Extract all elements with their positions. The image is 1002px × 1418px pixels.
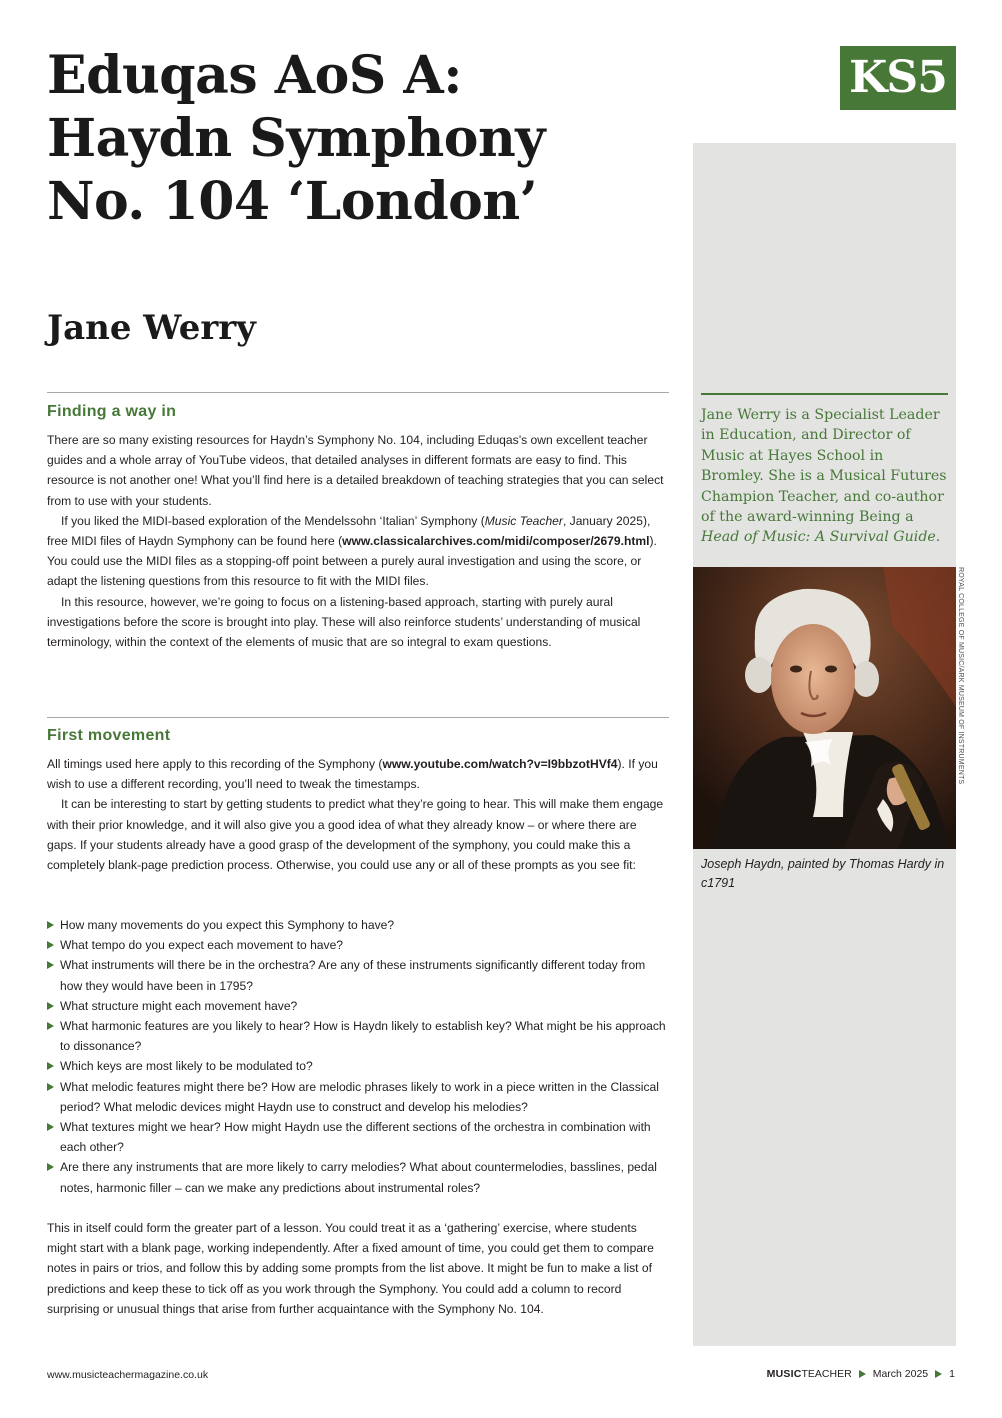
brand-bold: MUSIC [766, 1368, 802, 1380]
list-item [47, 935, 669, 955]
paragraph [47, 754, 669, 794]
bio-book-title: Head of Music: A Survival Guide [701, 529, 936, 546]
bullet-arrow-icon [47, 961, 54, 969]
title-line-1: Eduqas AoS A: [47, 45, 462, 106]
bullet-arrow-icon [47, 1022, 54, 1030]
list-item [47, 1117, 669, 1157]
list-item-text: What harmonic features are you likely to hear? How is Haydn likely to establish key? What might be his approach to dissonance? [60, 1019, 666, 1054]
portrait-painting-icon [693, 567, 956, 849]
list-item-text: What melodic features might there be? How are melodic phrases likely to work in a piece written in the Classical period? What melodic devices might Haydn use to construct and develop his melodies? [60, 1079, 659, 1114]
page-number: 1 [949, 1368, 955, 1380]
midi-files-link[interactable]: www.classicalarchives.com/midi/composer/2679.html [342, 534, 650, 549]
list-item-text: What structure might each movement have? [60, 998, 298, 1013]
bullet-arrow-icon [47, 1123, 54, 1131]
paragraph: There are so many existing resources for Haydn’s Symphony No. 104, including Eduqas’s own excellent teacher guides and a whole array of YouTube videos, that detailed analyses in different formats are easy to find. This resource is not another one! What you’ll find here is a detailed breakdown of teaching strategies that you can select from to use with your students. [47, 433, 664, 508]
bio-end: . [935, 529, 941, 546]
image-credit: ROYAL COLLEGE OF MUSIC/ARK MUSEUM OF INSTRUMENTS [957, 567, 964, 785]
list-item-text: What tempo do you expect each movement to have? [60, 938, 344, 953]
bullet-arrow-icon [47, 1062, 54, 1070]
paragraph: It can be interesting to start by getting students to predict what they’re going to hear. This will make them engage with their prior knowledge, and it will also give you a good idea of what they already know – or where there are gaps. If your students already have a good grasp of the development of the symphony, you could make this a completely blank-page prediction process. Otherwise, you could use any or all of these prompts as you see fit: [47, 797, 664, 873]
text-run: , January 2025), free MIDI files of Haydn Symphony can be found here ( [47, 513, 651, 549]
magazine-title: Music Teacher [484, 513, 563, 528]
list-item [47, 955, 669, 995]
author-name: Jane Werry [47, 308, 256, 348]
section-heading-finding-a-way-in: Finding a way in [47, 403, 177, 420]
prompt-list-block [47, 915, 669, 1198]
text-run: All timings used here apply to this recording of the Symphony ( [47, 757, 383, 771]
text-run: If you liked the MIDI-based exploration of the Mendelssohn ‘Italian’ Symphony ( [61, 513, 485, 528]
bullet-arrow-icon [47, 941, 54, 949]
list-item [47, 1157, 669, 1197]
list-item [47, 1056, 669, 1076]
youtube-recording-link[interactable]: www.youtube.com/watch?v=I9bbzotHVf4 [382, 757, 618, 771]
footer-website-link[interactable]: www.musicteachermagazine.co.uk [47, 1369, 209, 1381]
section-divider [47, 392, 669, 393]
list-item-text: What instruments will there be in the orchestra? Are any of these instruments significantly different today from how they would have been in 1795? [60, 958, 646, 993]
section-heading-first-movement: First movement [47, 727, 171, 744]
author-bio [701, 393, 948, 548]
bio-text: Jane Werry is a Specialist Leader in Education, and Director of Music at Hayes School in Bromley. She is a Musical Futures Champion Teacher, and co-author of the award-winning Being a [701, 407, 947, 526]
list-item [47, 996, 669, 1016]
list-item-text: What textures might we hear? How might Haydn use the different sections of the orchestra in combination with each other? [60, 1120, 651, 1155]
title-line-2: Haydn Symphony [47, 108, 545, 169]
paragraph: In this resource, however, we’re going to focus on a listening-based approach, starting with purely aural investigations before the score is brought into play. These will also reinforce students’ understanding of musical terminology, within the context of the elements of music that are so integral to exam questions. [47, 594, 641, 650]
list-item [47, 915, 669, 935]
bullet-arrow-icon [47, 1002, 54, 1010]
section-divider [47, 717, 669, 718]
bullet-arrow-icon [47, 1083, 54, 1091]
paragraph [47, 511, 669, 592]
list-item [47, 1016, 669, 1056]
image-caption: Joseph Haydn, painted by Thomas Hardy in c1791 [701, 857, 945, 890]
footer-brand [767, 1368, 852, 1380]
text-run: ). If you wish to use a different recording, you’ll need to tweak the timestamps. [47, 757, 658, 792]
article-title [47, 44, 687, 233]
footer-arrow-icon [859, 1370, 866, 1378]
haydn-portrait-image [693, 567, 956, 849]
footer-issue-info [767, 1368, 955, 1380]
key-stage-badge: KS5 [840, 46, 956, 110]
brand-light: TEACHER [801, 1368, 852, 1380]
bullet-arrow-icon [47, 921, 54, 929]
footer-arrow-icon [935, 1370, 942, 1378]
list-item-text: Are there any instruments that are more likely to carry melodies? What about countermelodies, basslines, pedal notes, harmonic filler – can we make any predictions about instrumental roles? [60, 1160, 657, 1195]
list-item-text: How many movements do you expect this Symphony to have? [60, 918, 395, 932]
section-body-finding-a-way-in [47, 430, 669, 652]
list-item [47, 1077, 669, 1117]
title-line-3: No. 104 ‘London’ [47, 171, 538, 232]
section-body-first-movement [47, 754, 669, 875]
issue-date: March 2025 [872, 1368, 929, 1380]
paragraph: This in itself could form the greater part of a lesson. You could treat it as a ‘gathering’ exercise, where students might start with a blank page, working independently. After a fixed amount of time, you could get them to compare notes in pairs or trios, and follow this by adding some prompts from the list above. It might be fun to make a list of predictions and keep these to tick off as you work through the Symphony. You could add a column to record surprising or unusual things that arise from further acquaintance with the Symphony No. 104. [47, 1221, 654, 1316]
prediction-prompts-list [47, 915, 669, 1198]
bullet-arrow-icon [47, 1163, 54, 1171]
closing-paragraph-block [47, 1218, 669, 1319]
text-run: ). You could use the MIDI files as a stopping-off point between a purely aural investigation and using the score, or adapt the listening questions from this resource to fit with the MIDI files. [47, 534, 657, 589]
list-item-text: Which keys are most likely to be modulated to? [60, 1059, 313, 1074]
